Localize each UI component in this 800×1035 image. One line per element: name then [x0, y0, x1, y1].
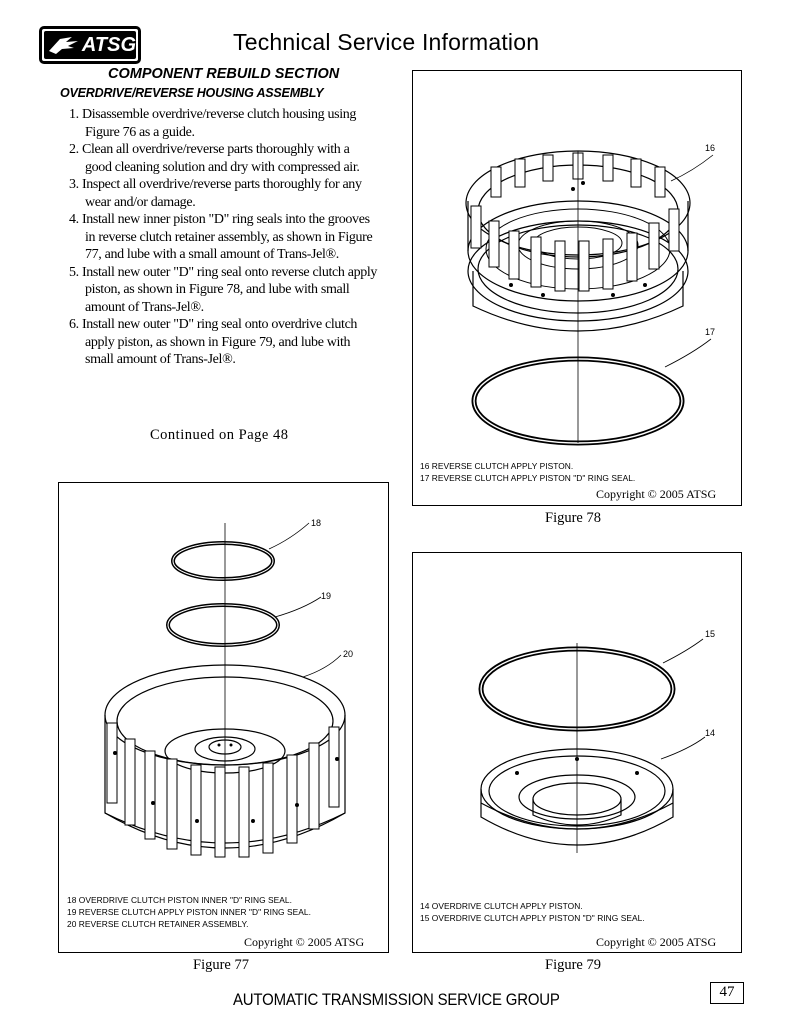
figure-79-legend	[420, 900, 645, 924]
callout-19: 19	[321, 591, 332, 601]
step-item: 2. Clean all overdrive/reverse parts thoroughly with a good cleaning solution and dry with compressed air.	[69, 142, 360, 175]
legend-item: 20 REVERSE CLUTCH RETAINER ASSEMBLY.	[67, 919, 249, 929]
callout-16: 16	[705, 143, 716, 153]
legend-item: 18 OVERDRIVE CLUTCH PISTON INNER "D" RING SEAL.	[67, 895, 293, 905]
figure-79-box	[412, 552, 742, 953]
section-title: COMPONENT REBUILD SECTION	[108, 66, 340, 82]
atsg-logo	[39, 26, 141, 64]
figure-79-caption: Figure 79	[545, 957, 601, 973]
figure-77-illustration	[59, 483, 390, 954]
legend-item: 14 OVERDRIVE CLUTCH APPLY PISTON.	[420, 901, 583, 911]
figure-77-copyright: Copyright © 2005 ATSG	[244, 935, 365, 949]
figure-77-caption: Figure 77	[193, 957, 249, 973]
logo-text: ATSG	[81, 33, 136, 56]
callout-14: 14	[705, 728, 716, 738]
figure-78-illustration	[413, 71, 743, 507]
step-item: 6. Install new outer "D" ring seal onto overdrive clutch apply piston, as shown in Figure 79, and lube with small amount of Trans-Jel®.	[69, 317, 358, 367]
callout-15: 15	[705, 629, 716, 639]
callout-17: 17	[705, 327, 716, 337]
figure-78-box	[412, 70, 742, 506]
callout-18: 18	[311, 518, 322, 528]
legend-item: 17 REVERSE CLUTCH APPLY PISTON "D" RING SEAL.	[420, 473, 636, 483]
figure-77-legend	[67, 894, 311, 930]
callout-20: 20	[343, 649, 354, 659]
figure-77-box	[58, 482, 389, 953]
figure-78-legend	[420, 460, 635, 484]
procedure-steps	[69, 106, 379, 369]
step-item: 5. Install new outer "D" ring seal onto reverse clutch apply piston, as shown in Figure 78, and lube with small amount of Trans-Jel®.	[69, 264, 378, 315]
figure-78-caption: Figure 78	[545, 510, 601, 526]
footer-text: AUTOMATIC TRANSMISSION SERVICE GROUP	[233, 990, 560, 1009]
section-subtitle: OVERDRIVE/REVERSE HOUSING ASSEMBLY	[60, 86, 324, 100]
figure-79-copyright: Copyright © 2005 ATSG	[596, 935, 717, 949]
page-title: Technical Service Information	[233, 29, 540, 55]
step-item: 3. Inspect all overdrive/reverse parts thoroughly for any wear and/or damage.	[69, 177, 362, 210]
legend-item: 19 REVERSE CLUTCH APPLY PISTON INNER "D" RING SEAL.	[67, 907, 311, 917]
legend-item: 15 OVERDRIVE CLUTCH APPLY PISTON "D" RING SEAL.	[420, 913, 645, 923]
figure-78-copyright: Copyright © 2005 ATSG	[596, 487, 717, 501]
eagle-icon	[48, 35, 80, 55]
page-number: 47	[710, 982, 744, 1004]
step-item: 1. Disassemble overdrive/reverse clutch housing using Figure 76 as a guide.	[69, 107, 357, 140]
figure-79-illustration	[413, 553, 743, 954]
legend-item: 16 REVERSE CLUTCH APPLY PISTON.	[420, 461, 574, 471]
continued-note: Continued on Page 48	[150, 427, 289, 443]
step-item: 4. Install new inner piston "D" ring seals into the grooves in reverse clutch retainer assembly, as shown in Figure 77, and lube with a small amount of Trans-Jel®.	[69, 212, 373, 262]
